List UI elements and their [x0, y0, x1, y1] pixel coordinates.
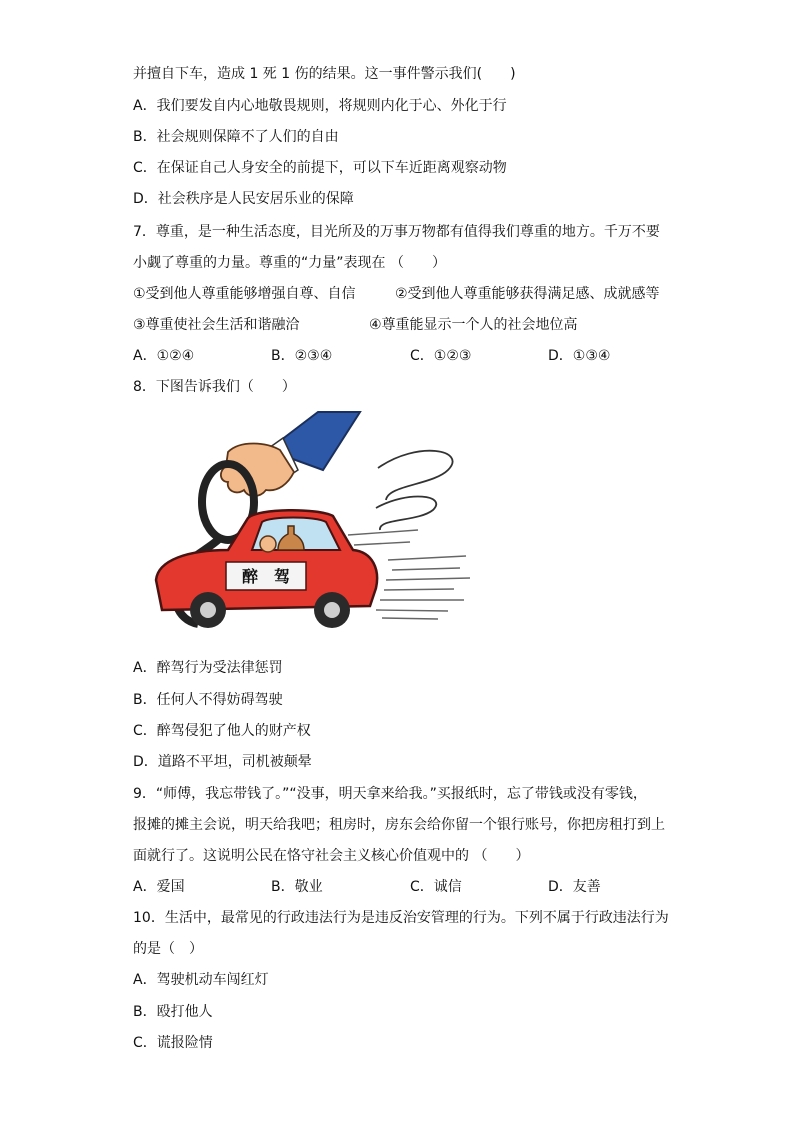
motion-swirls — [376, 451, 453, 530]
q9-stem-line3: 面就行了。这说明公民在恪守社会主义核心价值观中的 （ ） — [133, 848, 530, 864]
driver-head — [260, 536, 276, 552]
q7-statement-3: ③尊重使社会生活和谐融洽 — [133, 317, 300, 333]
q7-statements-row2 — [133, 315, 673, 335]
q7-choice-c: C．①②③ — [410, 348, 472, 364]
q10-stem-line2: 的是（ ） — [133, 941, 203, 957]
q8-option-c: C．醉驾侵犯了他人的财产权 — [133, 723, 311, 739]
q9-choice-c: C．诚信 — [410, 879, 462, 895]
q9-choice-b: B．敬业 — [271, 879, 323, 895]
q7-choices — [133, 346, 673, 366]
drunk-driving-cartoon — [148, 410, 478, 640]
q7-statements-row1 — [133, 284, 673, 304]
q7-statement-4: ④尊重能显示一个人的社会地位高 — [369, 317, 578, 333]
q6-stem-tail: 并擅自下车，造成 1 死 1 伤的结果。这一事件警示我们( ) — [133, 66, 516, 82]
q9-stem-line2: 报摊的摊主会说，明天给我吧；租房时，房东会给你留一个银行账号，你把房租打到上 — [133, 817, 665, 833]
q8-stem: 8．下图告诉我们（ ） — [133, 379, 296, 395]
q6-option-c: C．在保证自己人身安全的前提下，可以下车近距离观察动物 — [133, 160, 507, 176]
q9-stem-line1: 9．“师傅，我忘带钱了。”“没事，明天拿来给我。”买报纸时，忘了带钱或没有零钱， — [133, 786, 647, 802]
q7-stem-line2: 小觑了尊重的力量。尊重的“力量”表现在 （ ） — [133, 255, 446, 271]
door-label: 醉 驾 — [241, 567, 291, 586]
q10-option-a: A．驾驶机动车闯红灯 — [133, 972, 269, 988]
q6-option-b: B．社会规则保障不了人们的自由 — [133, 129, 339, 145]
q7-choice-a: A．①②④ — [133, 348, 195, 364]
q9-choice-a: A．爱国 — [133, 879, 185, 895]
rear-hubcap — [324, 602, 340, 618]
q7-choice-b: B．②③④ — [271, 348, 333, 364]
q10-option-b: B．殴打他人 — [133, 1004, 213, 1020]
q7-choice-d: D．①③④ — [548, 348, 611, 364]
front-hubcap — [200, 602, 216, 618]
q7-statement-1: ①受到他人尊重能够增强自尊、自信 — [133, 286, 356, 302]
q6-option-d: D．社会秩序是人民安居乐业的保障 — [133, 191, 354, 207]
q9-choice-d: D．友善 — [548, 879, 601, 895]
q10-option-c: C．谎报险情 — [133, 1035, 213, 1051]
q8-option-b: B．任何人不得妨碍驾驶 — [133, 692, 283, 708]
q7-statement-2: ②受到他人尊重能够获得满足感、成就感等 — [395, 286, 660, 302]
cartoon-illustration — [148, 410, 478, 640]
q7-stem-line1: 7．尊重，是一种生活态度，目光所及的万事万物都有值得我们尊重的地方。千万不要 — [133, 224, 660, 240]
q8-option-a: A．醉驾行为受法律惩罚 — [133, 660, 283, 676]
q10-stem-line1: 10．生活中，最常见的行政违法行为是违反治安管理的行为。下列不属于行政违法行为 — [133, 910, 669, 926]
q9-choices — [133, 877, 673, 897]
q6-option-a: A．我们要发自内心地敬畏规则，将规则内化于心、外化于行 — [133, 98, 507, 114]
q8-option-d: D．道路不平坦，司机被颠晕 — [133, 754, 312, 770]
